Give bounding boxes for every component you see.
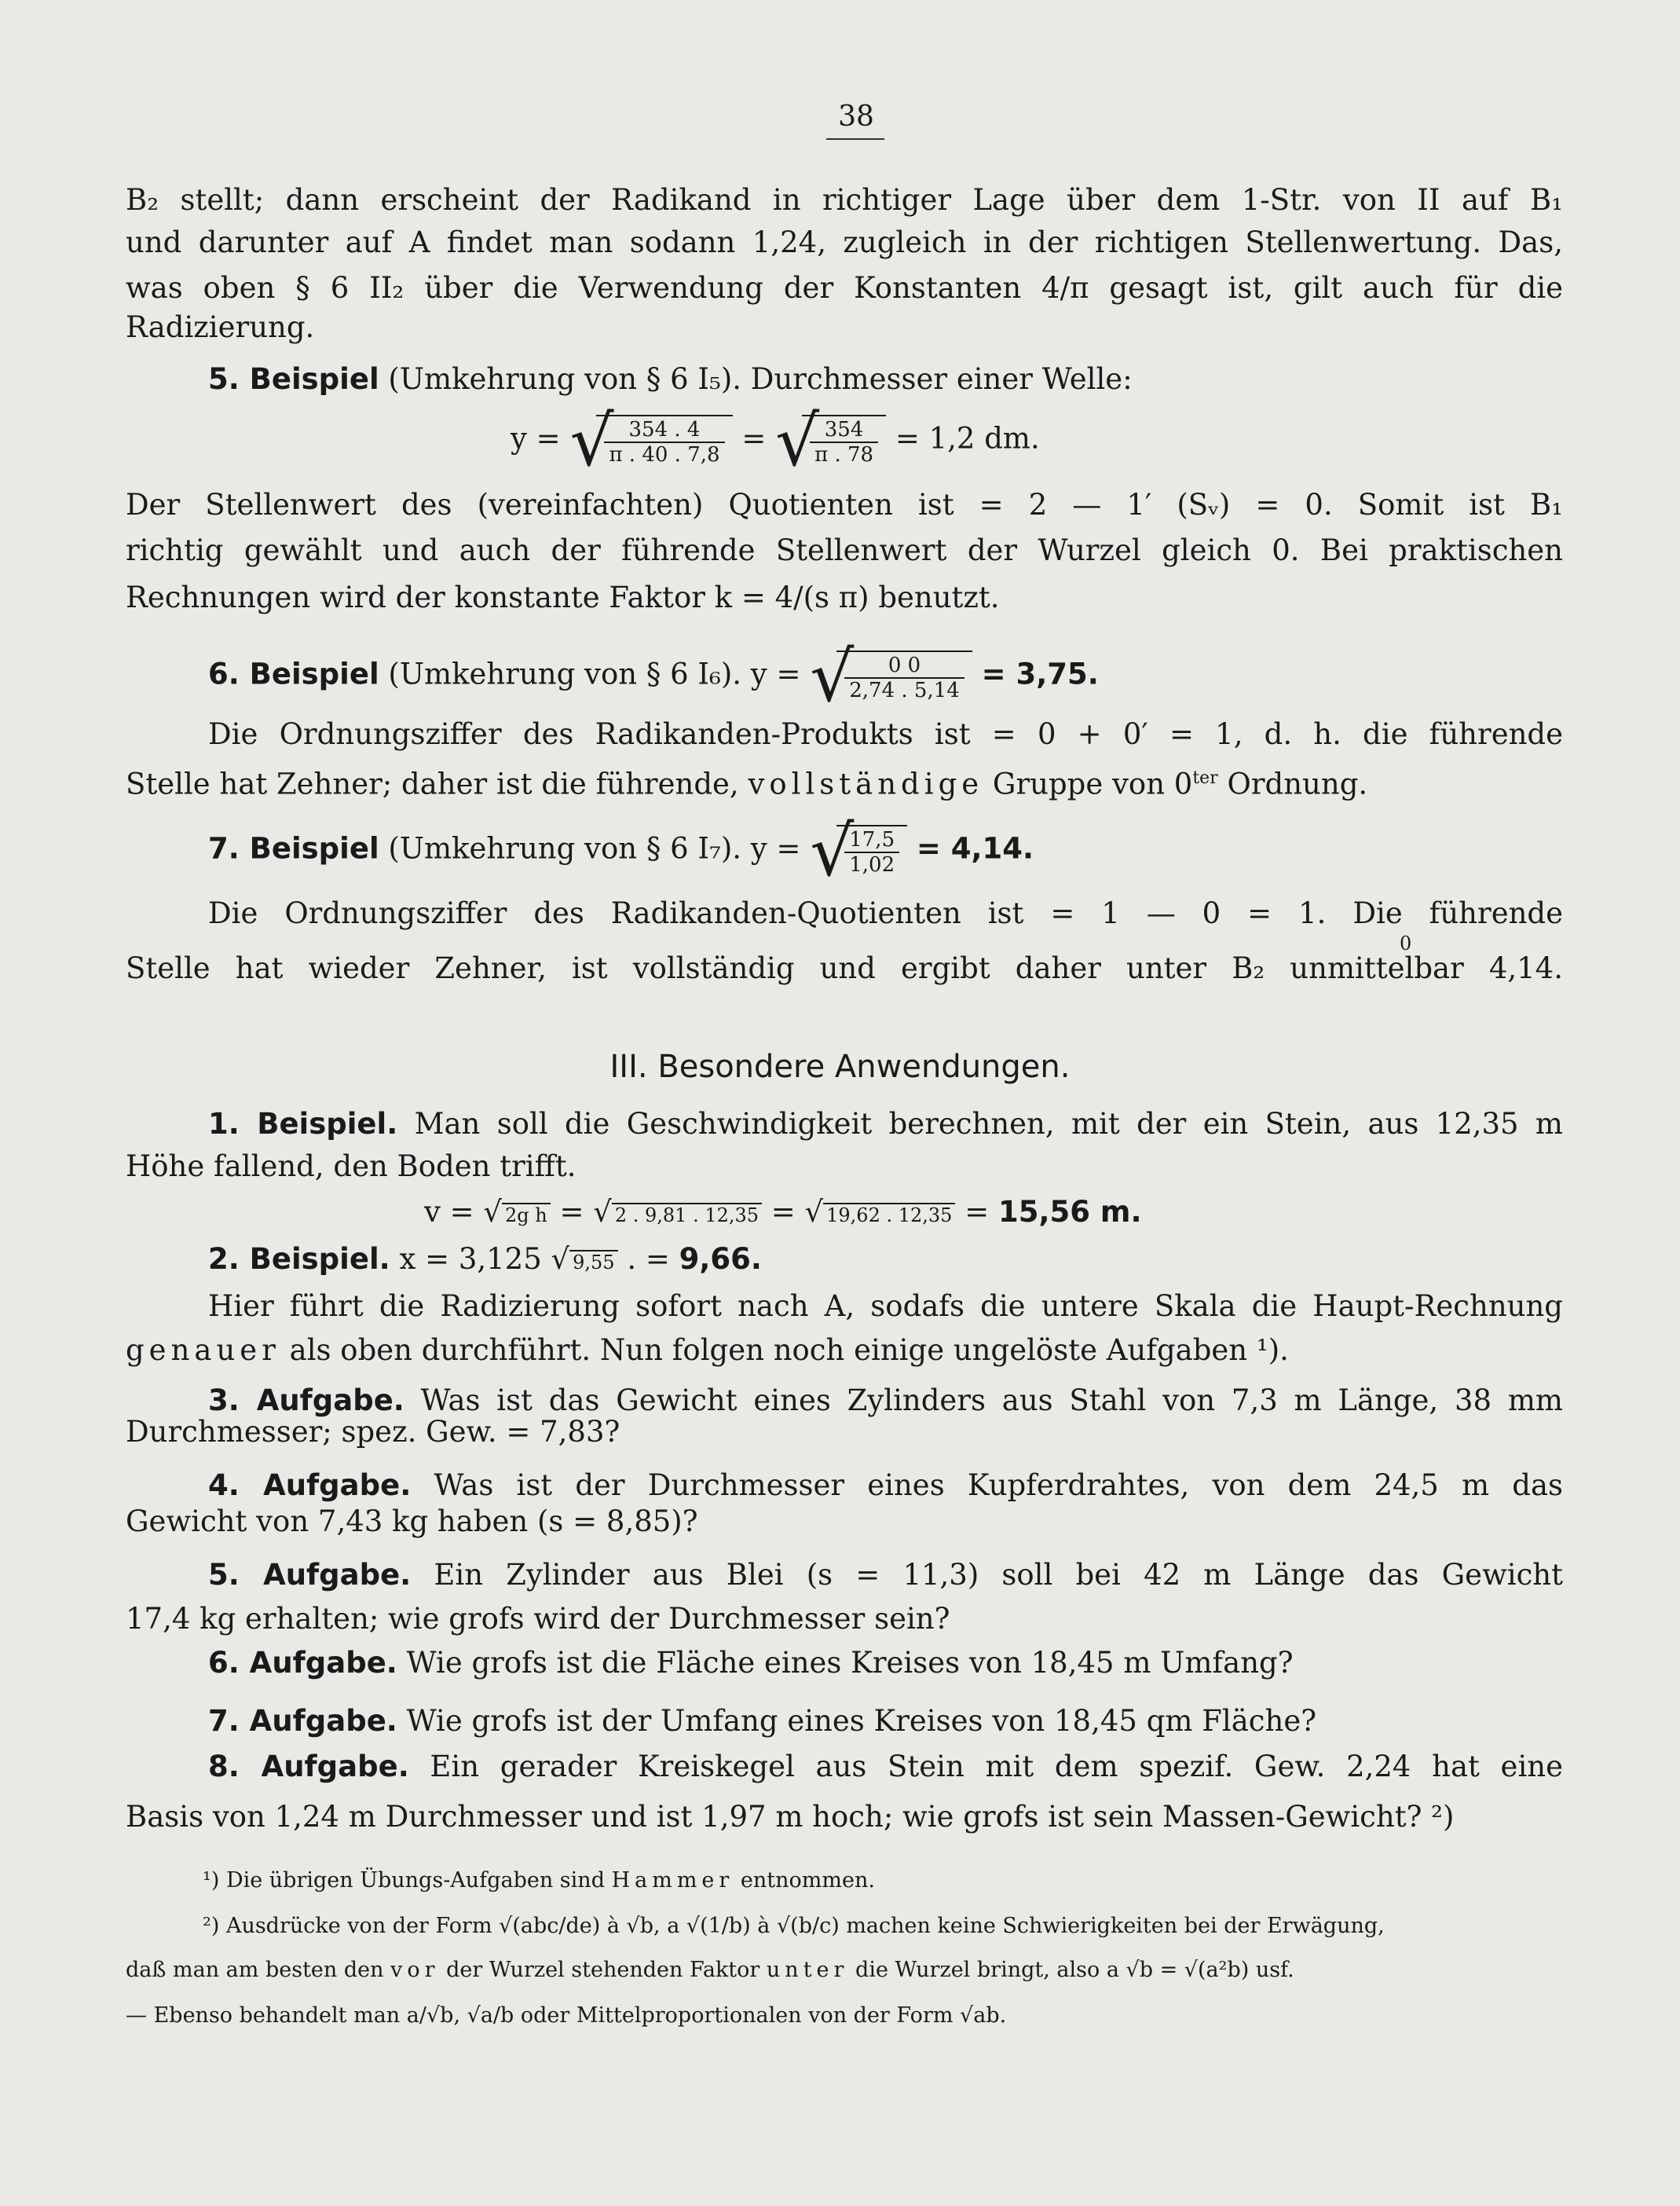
task-3-text-1: Was ist das Gewicht eines Zylinders aus Stahl von 7,3 m Länge, 38 mm <box>420 1383 1563 1417</box>
b2-text-2: als oben durchführt. Nun folgen noch einige ungelöste Aufgaben ¹). <box>289 1333 1289 1367</box>
b2-label: 2. Beispiel. <box>208 1242 390 1276</box>
example-5-y: y = <box>511 421 561 456</box>
task-4-line-2: Gewicht von 7,43 kg haben (s = 8,85)? <box>126 1504 698 1538</box>
b1-formula <box>424 1194 1445 1233</box>
b1-line-1 <box>208 1106 1563 1142</box>
example-6-after-2-c: Ordnung. <box>1227 767 1368 801</box>
footnote-2-line-2 <box>126 1955 1563 1986</box>
task-5-line-2: 17,4 kg erhalten; wie grofs wird der Durchmesser sein? <box>126 1602 950 1636</box>
example-6-text: (Umkehrung von § 6 I₆). y = <box>388 657 801 691</box>
b2-line-3 <box>126 1332 1563 1369</box>
intro-line-2: und darunter auf A findet man sodann 1,24, zugleich in der richtigen Stellenwertung. Das, <box>126 225 1563 259</box>
b2-line-2: Hier führt die Radizierung sofort nach A, sodafs die untere Skala die Haupt-Rechnung <box>208 1289 1563 1323</box>
footnote-2-l2-c: die Wurzel bringt, also a √b = √(a²b) usf. <box>855 1958 1294 1982</box>
example-5-heading <box>208 361 1563 398</box>
example-5-label: 5. Beispiel <box>208 362 379 396</box>
task-7-line-1 <box>208 1703 1563 1739</box>
task-8-label: 8. Aufgabe. <box>208 1750 409 1783</box>
example-6-after-1: Die Ordnungsziffer des Radikanden-Produkts ist = 0 + 0′ = 1, d. h. die führende <box>208 717 1563 751</box>
example-5-result: = 1,2 dm. <box>895 421 1040 456</box>
example-7-den: 1,02 <box>849 853 895 877</box>
footnote-2-l2-b: der Wurzel stehenden Faktor <box>446 1958 760 1982</box>
intro-line-4: Radizierung. <box>126 310 315 344</box>
footnote-2-l2-spaced-1: vor <box>390 1958 440 1982</box>
b1-formula-a: v = √ <box>424 1195 503 1229</box>
task-3-line-2: Durchmesser; spez. Gew. = 7,83? <box>126 1415 620 1449</box>
task-4-line-1 <box>208 1468 1563 1504</box>
task-6-text-1: Wie grofs ist die Fläche eines Kreises von 18,45 m Umfang? <box>406 1646 1294 1680</box>
footnote-2-line-1: ²) Ausdrücke von der Form √(abc/de) à √b, a √(1/b) à √(b/c) machen keine Schwierigkeiten bei der Erwägung, <box>203 1914 1385 1938</box>
example-6-after-2-b: Gruppe von 0 <box>992 767 1193 801</box>
example-7-num: 17,5 <box>844 828 899 853</box>
task-5-line-1 <box>208 1557 1563 1593</box>
page-number: 38 <box>838 101 874 133</box>
b1-rad-1: 2g h <box>502 1203 551 1226</box>
example-5-radical-2: √ $\frac{354}{\pi . 78}$ <box>775 415 886 467</box>
section-heading: III. Besondere Anwendungen. <box>609 1049 1071 1085</box>
b2-spaced: genauer <box>126 1333 280 1367</box>
example-5-eq: = <box>741 421 767 456</box>
example-5-frac1-den: π . 40 . 7,8 <box>609 443 720 467</box>
b2-formula: x = 3,125 √ <box>399 1242 570 1276</box>
b1-label: 1. Beispiel. <box>208 1107 398 1141</box>
task-7-label: 7. Aufgabe. <box>208 1704 397 1738</box>
task-8-line-1 <box>208 1749 1563 1785</box>
b1-text-1: Man soll die Geschwindigkeit berechnen, mit der ein Stein, aus 12,35 m <box>414 1107 1564 1141</box>
example-6-den: 2,74 . 5,14 <box>844 677 964 702</box>
task-4-text-1: Was ist der Durchmesser eines Kupferdrahtes, von dem 24,5 m das <box>434 1468 1564 1502</box>
example-7-result: = 4,14. <box>916 831 1034 866</box>
task-4-label: 4. Aufgabe. <box>208 1468 412 1502</box>
footnote-1-b: entnommen. <box>740 1868 875 1893</box>
example-5-frac2-num: 354 <box>810 418 878 443</box>
b2-result: 9,66. <box>679 1242 762 1276</box>
intro-line-1: B₂ stellt; dann erscheint der Radikand in richtiger Lage über dem 1-Str. von II auf B₁ <box>126 183 1563 217</box>
task-7-text-1: Wie grofs ist der Umfang eines Kreises von 18,45 qm Fläche? <box>406 1704 1317 1738</box>
example-7-radical: √ $\frac{17,5}{1,02}$ <box>810 825 907 877</box>
example-5-frac1-num: 354 . 4 <box>604 418 724 443</box>
b1-formula-c: = √ <box>770 1195 824 1229</box>
example-6-after-2 <box>126 760 1563 802</box>
example-6-radical: √ $\frac{0 0}{2,74 . 5,14}$ <box>810 650 972 702</box>
b2-eq: . = <box>627 1242 670 1276</box>
b1-line-2: Höhe fallend, den Boden trifft. <box>126 1149 576 1183</box>
footnote-1-a: ¹) Die übrigen Übungs-Aufgaben sind <box>203 1868 605 1893</box>
example-5-radical-1: √ $\frac{354 . 4}{\pi . 40 . 7,8}$ <box>569 415 732 467</box>
example-5-after-2: richtig gewählt und auch der führende Stellenwert der Wurzel gleich 0. Bei praktischen <box>126 533 1563 567</box>
example-5-after-1: Der Stellenwert des (vereinfachten) Quotienten ist = 2 — 1′ (Sᵥ) = 0. Somit ist B₁ <box>126 488 1563 522</box>
task-5-text-1: Ein Zylinder aus Blei (s = 11,3) soll bei 42 m Länge das Gewicht <box>434 1558 1564 1592</box>
example-7-after-1: Die Ordnungsziffer des Radikanden-Quotienten ist = 1 — 0 = 1. Die führende <box>208 896 1563 930</box>
footnote-2-l2-spaced-2: unter <box>766 1958 849 1982</box>
task-6-line-1 <box>208 1645 1563 1681</box>
example-7-text: (Umkehrung von § 6 I₇). y = <box>388 831 801 866</box>
task-8-text-1: Ein gerader Kreiskegel aus Stein mit dem spezif. Gew. 2,24 hat eine <box>430 1750 1564 1783</box>
task-3-label: 3. Aufgabe. <box>208 1383 404 1417</box>
intro-line-3: was oben § 6 II₂ über die Verwendung der Konstanten 4/π gesagt ist, gilt auch für die <box>126 271 1563 305</box>
example-6-heading <box>208 636 1563 717</box>
b2-line-1 <box>208 1241 1563 1281</box>
example-6-label: 6. Beispiel <box>208 657 379 691</box>
example-6-num: 0 0 <box>888 654 921 677</box>
example-5-after-3: Rechnungen wird der konstante Faktor k = 4/(s π) benutzt. <box>126 581 1000 614</box>
example-5-frac2-den: π . 78 <box>814 443 874 467</box>
b1-result: 15,56 m. <box>998 1195 1142 1229</box>
footnote-1 <box>203 1865 1640 1896</box>
footnote-1-spaced: Hammer <box>611 1868 734 1893</box>
example-6-after-2-a: Stelle hat Zehner; daher ist die führende, <box>126 767 739 801</box>
example-7-label: 7. Beispiel <box>208 831 379 866</box>
footnote-2-line-3: — Ebenso behandelt man a/√b, √a/b oder Mittelproportionalen von der Form √ab. <box>126 2003 1007 2028</box>
b1-formula-d: = <box>964 1195 990 1229</box>
example-6-result: = 3,75. <box>981 657 1099 691</box>
b1-rad-2: 2 . 9,81 . 12,35 <box>612 1203 762 1226</box>
b2-rad: 9,55 <box>569 1250 617 1273</box>
example-7-heading <box>208 811 1563 892</box>
example-6-after-2-sup: ter <box>1192 768 1218 788</box>
example-7-after-2: Stelle hat wieder Zehner, ist vollständig und ergibt daher unter B₂ unmittelbar 4,14. <box>126 951 1563 985</box>
example-5-formula <box>511 401 1296 482</box>
task-5-label: 5. Aufgabe. <box>208 1558 412 1592</box>
page-number-rule <box>826 138 884 140</box>
task-8-line-2: Basis von 1,24 m Durchmesser und ist 1,97 m hoch; wie grofs ist sein Massen-Gewicht? ²) <box>126 1800 1455 1834</box>
b1-rad-3: 19,62 . 12,35 <box>823 1203 955 1226</box>
example-6-after-2-spaced: vollständige <box>748 767 984 801</box>
b1-formula-b: = √ <box>559 1195 612 1229</box>
footnote-2-l2-a: daß man am besten den <box>126 1958 384 1982</box>
example-7-zero-mark: 0 <box>1400 933 1412 955</box>
example-5-text: (Umkehrung von § 6 I₅). Durchmesser einer Welle: <box>388 362 1133 396</box>
task-6-label: 6. Aufgabe. <box>208 1646 397 1680</box>
